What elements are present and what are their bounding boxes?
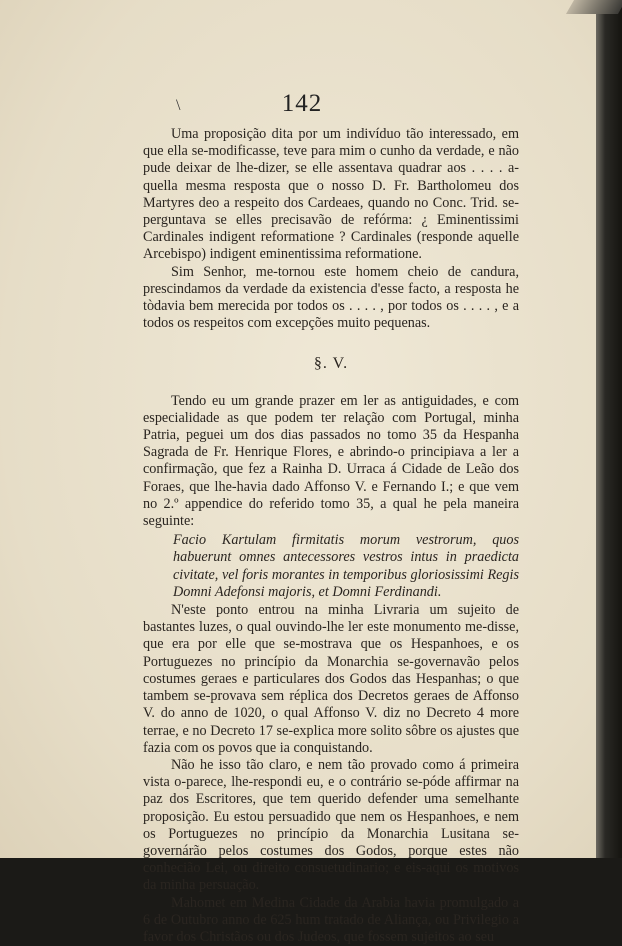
latin-quote: Facio Kartulam firmitatis morum vestrorum, quos habuerunt omnes antecessores vestros intus in praedicta civitate, vel foris morantes in temporibus gloriosissimi Regis Domni Adefonsi majoris, et Domni Ferdinandi. bbox=[173, 532, 519, 600]
paragraph: Uma proposição dita por um indivíduo tão interessado, em que ella se-modificasse, teve para mim o cunho da verdade, e não pude deixar de lhe-dizer, se elle assentava quadrar aos . . . . a-quella mesma resposta que o nosso D. Fr. Bartholomeu dos Martyres deo a respeito dos Cardeaes, quando no Conc. Trid. se-perguntava se elles precisavão de refórma: ¿ Eminentissimi Cardinales indigent reformatione ? Cardinales (responde aquelle Arcebispo) indigent eminentissima reformatione. bbox=[143, 126, 519, 263]
page-corner bbox=[566, 0, 622, 14]
book-binding-edge bbox=[596, 0, 622, 858]
paragraph: Não he isso tão claro, e nem tão provado como á primeira vista o-parece, lhe-respondi eu, e o contrário se-póde affirmar na paz dos Escritores, que tem querido defender uma semelhante proposição. Eu estou persuadido que nem os Hespanhoes, e nem os Portuguezes no princípio da Monarchia Lusitana se-governárão pelos costumes dos Godos, porque estes não conhecião Lei, ou direito consuetudinario; e eis-aqui os motivos da minha persuação. bbox=[143, 756, 519, 894]
paragraph: Tendo eu um grande prazer em ler as antiguidades, e com especialidade as que podem ter relação com Portugal, minha Patria, peguei um dos dias passados no tomo 35 da Hespanha Sagrada de Fr. Henrique Flores, e abrindo-o principiava a ler a confirmação, que fez a Rainha D. Urraca á Cidade de Leão dos Foraes, que lhe-havia dado Affonso V. e Fernando I.; e que vem no 2.º appendice do referido tomo 35, a qual he pela maneira seguinte: bbox=[143, 392, 519, 530]
paragraph: Mahomet em Medina Cidade da Arabia havia promulgado a 6 de Outubro anno de 625 hum tratado de Aliança, ou Privilegio a favor dos Christãos ou dos Judeos, que fossem sujeitos ao seu bbox=[143, 894, 519, 945]
page-number: 142 bbox=[281, 90, 323, 117]
margin-mark: \ bbox=[176, 97, 181, 114]
page-text bbox=[143, 126, 519, 946]
section-heading: §. V. bbox=[313, 355, 349, 373]
paragraph: Sim Senhor, me-tornou este homem cheio de candura, prescindamos da verdade da existencia d'esse facto, a resposta he tòdavia bem merecida por todos os . . . . , por todos os . . . . , e a todos os respeitos com excepções muito pequenas. bbox=[143, 263, 519, 332]
paragraph: N'este ponto entrou na minha Livraria um sujeito de bastantes luzes, o qual ouvindo-lhe ler este monumento me-disse, que era por elle que se-mostrava que os Hespanhoes, e os Portuguezes no princípio da Monarchia se-governavão pelos costumes geraes e particulares dos Godos das Hespanhas; o que tambem se-provava sem réplica dos Decretos geraes de Affonso V. do anno de 1020, o qual Affonso V. diz no Decreto 4 more terrae, e no Decreto 17 se-explica more solito sôbre os ajustes que fazia com os povos que ia conquistando. bbox=[143, 602, 519, 756]
